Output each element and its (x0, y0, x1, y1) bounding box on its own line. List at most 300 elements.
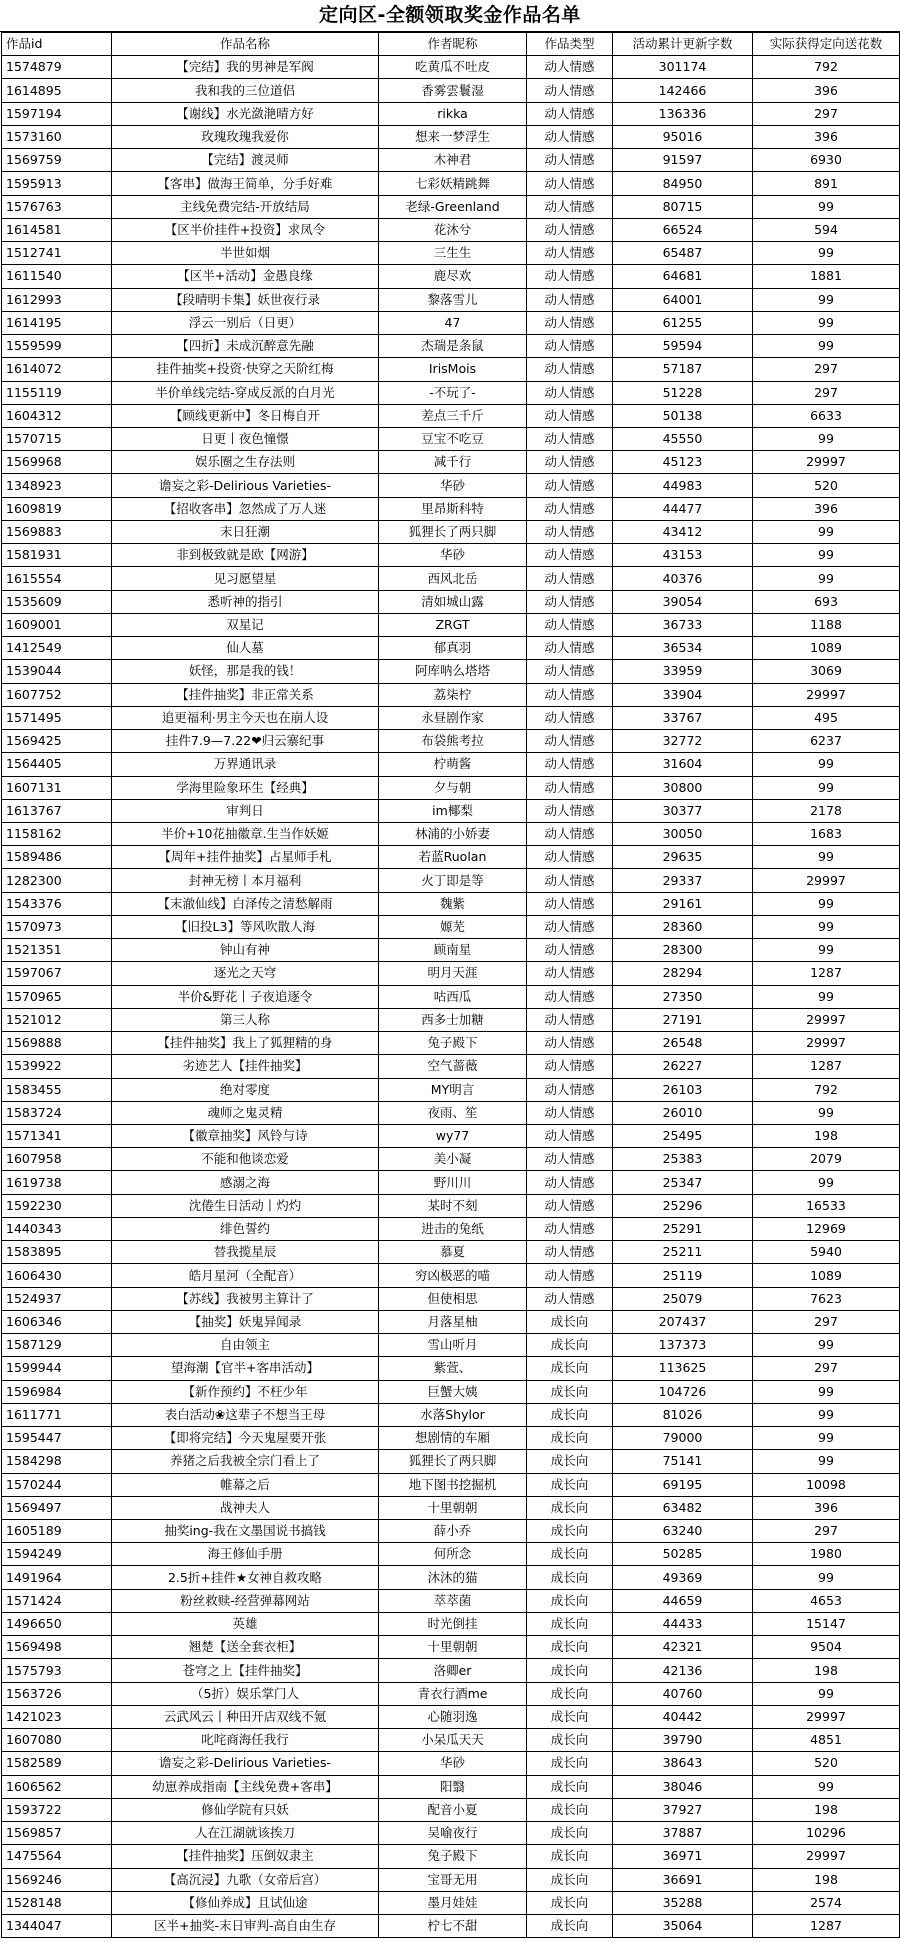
cell-work-name: 翘楚【送全套衣柜】 (112, 1636, 379, 1659)
cell-word-count: 35064 (613, 1914, 753, 1937)
cell-work-id: 1596984 (2, 1380, 112, 1403)
cell-flowers: 99 (753, 1101, 900, 1124)
table-row (2, 846, 900, 869)
cell-author: 鹿尽欢 (379, 265, 527, 288)
cell-author: 阿库呐么塔塔 (379, 660, 527, 683)
cell-work-id: 1570965 (2, 985, 112, 1008)
cell-author: 小呆瓜天天 (379, 1729, 527, 1752)
cell-word-count: 81026 (613, 1403, 753, 1426)
table-row (2, 1705, 900, 1728)
cell-work-type: 成长向 (527, 1334, 613, 1357)
header-work-name: 作品名称 (112, 33, 379, 56)
cell-work-type: 成长向 (527, 1520, 613, 1543)
cell-work-type: 动人情感 (527, 915, 613, 938)
cell-work-name: 末日狂潮 (112, 520, 379, 543)
cell-author: im椰梨 (379, 799, 527, 822)
table-row (2, 730, 900, 753)
cell-author: 魏紫 (379, 892, 527, 915)
table-row (2, 1543, 900, 1566)
cell-word-count: 91597 (613, 149, 753, 172)
cell-work-name: 万界通讯录 (112, 753, 379, 776)
cell-flowers: 2574 (753, 1891, 900, 1914)
cell-word-count: 26227 (613, 1055, 753, 1078)
cell-flowers: 198 (753, 1125, 900, 1148)
header-word-count: 活动累计更新字数 (613, 33, 753, 56)
table-row (2, 79, 900, 102)
cell-author: 郁真羽 (379, 637, 527, 660)
cell-work-id: 1569246 (2, 1868, 112, 1891)
cell-author: 柠七不甜 (379, 1914, 527, 1937)
cell-author: 林浦的小娇妻 (379, 822, 527, 845)
cell-work-name: 浮云一别后（日更） (112, 311, 379, 334)
cell-work-type: 动人情感 (527, 590, 613, 613)
cell-work-id: 1559599 (2, 335, 112, 358)
table-row (2, 1798, 900, 1821)
cell-author: 雪山听月 (379, 1334, 527, 1357)
cell-flowers: 297 (753, 381, 900, 404)
cell-work-type: 动人情感 (527, 706, 613, 729)
cell-word-count: 25211 (613, 1241, 753, 1264)
cell-work-name: 沈倦生日活动丨灼灼 (112, 1194, 379, 1217)
table-row (2, 590, 900, 613)
cell-flowers: 99 (753, 567, 900, 590)
table-row (2, 520, 900, 543)
cell-work-id: 1597067 (2, 962, 112, 985)
cell-work-id: 1571495 (2, 706, 112, 729)
cell-author: 夜雨、笙 (379, 1101, 527, 1124)
cell-work-name: 挂件抽奖+投资·快穿之天阶红梅 (112, 358, 379, 381)
cell-work-type: 动人情感 (527, 567, 613, 590)
cell-work-type: 动人情感 (527, 56, 613, 79)
table-row (2, 962, 900, 985)
cell-author: 地下图书挖掘机 (379, 1473, 527, 1496)
cell-word-count: 51228 (613, 381, 753, 404)
cell-work-type: 动人情感 (527, 381, 613, 404)
cell-author: 空气蔷薇 (379, 1055, 527, 1078)
table-row (2, 939, 900, 962)
cell-flowers: 99 (753, 427, 900, 450)
cell-work-type: 动人情感 (527, 846, 613, 869)
cell-flowers: 15147 (753, 1612, 900, 1635)
table-row (2, 172, 900, 195)
cell-word-count: 75141 (613, 1450, 753, 1473)
cell-work-id: 1282300 (2, 869, 112, 892)
cell-work-type: 成长向 (527, 1775, 613, 1798)
table-row (2, 1589, 900, 1612)
cell-work-name: 【区半+活动】金愚良缘 (112, 265, 379, 288)
cell-work-type: 动人情感 (527, 753, 613, 776)
cell-work-name: （5折）娱乐掌门人 (112, 1682, 379, 1705)
cell-flowers: 693 (753, 590, 900, 613)
table-row (2, 404, 900, 427)
cell-work-name: 【旧投L3】等风吹散人海 (112, 915, 379, 938)
cell-work-type: 动人情感 (527, 1148, 613, 1171)
table-row (2, 335, 900, 358)
cell-author: 狐狸长了两只脚 (379, 520, 527, 543)
cell-work-name: 英雄 (112, 1612, 379, 1635)
cell-word-count: 43412 (613, 520, 753, 543)
cell-work-type: 成长向 (527, 1798, 613, 1821)
cell-author: 三生生 (379, 242, 527, 265)
table-row (2, 660, 900, 683)
cell-work-type: 动人情感 (527, 637, 613, 660)
cell-work-id: 1570973 (2, 915, 112, 938)
cell-flowers: 99 (753, 1334, 900, 1357)
cell-flowers: 3069 (753, 660, 900, 683)
cell-work-id: 1158162 (2, 822, 112, 845)
table-row (2, 637, 900, 660)
cell-word-count: 25119 (613, 1264, 753, 1287)
cell-flowers: 396 (753, 497, 900, 520)
cell-word-count: 26548 (613, 1032, 753, 1055)
cell-work-id: 1521351 (2, 939, 112, 962)
cell-author: 兔子殿下 (379, 1845, 527, 1868)
cell-work-type: 成长向 (527, 1659, 613, 1682)
table-row (2, 613, 900, 636)
cell-work-id: 1569968 (2, 451, 112, 474)
cell-flowers: 1188 (753, 613, 900, 636)
table-row (2, 1403, 900, 1426)
cell-flowers: 891 (753, 172, 900, 195)
table-row (2, 799, 900, 822)
cell-word-count: 64681 (613, 265, 753, 288)
cell-author: 墨月娃娃 (379, 1891, 527, 1914)
cell-author: 薛小乔 (379, 1520, 527, 1543)
cell-work-name: 追更福利·男主今天也在崩人设 (112, 706, 379, 729)
cell-author: 某时不刻 (379, 1194, 527, 1217)
cell-author: 十里朝朝 (379, 1636, 527, 1659)
cell-work-name: 双星记 (112, 613, 379, 636)
cell-work-type: 成长向 (527, 1543, 613, 1566)
table-row (2, 497, 900, 520)
cell-work-type: 动人情感 (527, 311, 613, 334)
cell-word-count: 36691 (613, 1868, 753, 1891)
cell-flowers: 1089 (753, 637, 900, 660)
cell-flowers: 1881 (753, 265, 900, 288)
cell-work-type: 动人情感 (527, 1101, 613, 1124)
cell-flowers: 10296 (753, 1822, 900, 1845)
cell-word-count: 80715 (613, 195, 753, 218)
cell-author: 木神君 (379, 149, 527, 172)
cell-flowers: 99 (753, 288, 900, 311)
cell-word-count: 25347 (613, 1171, 753, 1194)
cell-author: 西风北岳 (379, 567, 527, 590)
cell-flowers: 12969 (753, 1217, 900, 1240)
cell-work-name: 【客串】做海王简单，分手好难 (112, 172, 379, 195)
cell-work-type: 动人情感 (527, 451, 613, 474)
cell-flowers: 495 (753, 706, 900, 729)
cell-word-count: 42321 (613, 1636, 753, 1659)
cell-work-id: 1440343 (2, 1217, 112, 1240)
cell-work-name: 感溺之海 (112, 1171, 379, 1194)
cell-word-count: 49369 (613, 1566, 753, 1589)
cell-work-type: 成长向 (527, 1496, 613, 1519)
cell-work-id: 1594249 (2, 1543, 112, 1566)
cell-work-type: 动人情感 (527, 172, 613, 195)
cell-author: 想剧情的车厢 (379, 1427, 527, 1450)
cell-work-type: 动人情感 (527, 962, 613, 985)
table-row (2, 451, 900, 474)
cell-word-count: 45123 (613, 451, 753, 474)
table-row (2, 1520, 900, 1543)
cell-word-count: 104726 (613, 1380, 753, 1403)
cell-work-name: 主线免费完结-开放结局 (112, 195, 379, 218)
cell-work-name: 云武风云丨种田开店双线不氪 (112, 1705, 379, 1728)
cell-work-type: 动人情感 (527, 822, 613, 845)
cell-author: wy77 (379, 1125, 527, 1148)
table-row (2, 1310, 900, 1333)
cell-work-type: 动人情感 (527, 985, 613, 1008)
cell-work-name: 【完结】我的男神是军阀 (112, 56, 379, 79)
cell-work-type: 成长向 (527, 1566, 613, 1589)
cell-word-count: 27191 (613, 1008, 753, 1031)
cell-author: 咕西瓜 (379, 985, 527, 1008)
cell-flowers: 99 (753, 915, 900, 938)
cell-work-name: 审判日 (112, 799, 379, 822)
cell-work-id: 1512741 (2, 242, 112, 265)
cell-work-type: 动人情感 (527, 799, 613, 822)
cell-work-id: 1606430 (2, 1264, 112, 1287)
cell-work-type: 动人情感 (527, 427, 613, 450)
cell-work-id: 1563726 (2, 1682, 112, 1705)
cell-flowers: 9504 (753, 1636, 900, 1659)
cell-author: 配音小夏 (379, 1798, 527, 1821)
cell-author: 萃萃菌 (379, 1589, 527, 1612)
cell-author: 差点三千斤 (379, 404, 527, 427)
cell-work-name: 悉听神的指引 (112, 590, 379, 613)
cell-author: 花沐兮 (379, 218, 527, 241)
cell-author: 巨蟹大姨 (379, 1380, 527, 1403)
cell-author: 阳翳 (379, 1775, 527, 1798)
cell-word-count: 25495 (613, 1125, 753, 1148)
cell-work-type: 动人情感 (527, 1194, 613, 1217)
cell-work-name: 望海潮【官半+客串活动】 (112, 1357, 379, 1380)
cell-work-id: 1570715 (2, 427, 112, 450)
table-row (2, 1636, 900, 1659)
cell-flowers: 1287 (753, 1055, 900, 1078)
cell-work-name: 逐光之天穹 (112, 962, 379, 985)
cell-flowers: 99 (753, 195, 900, 218)
cell-work-type: 成长向 (527, 1705, 613, 1728)
cell-word-count: 32772 (613, 730, 753, 753)
cell-word-count: 29161 (613, 892, 753, 915)
cell-work-name: 【修仙养成】且试仙途 (112, 1891, 379, 1914)
cell-work-name: 人在江湖就该挨刀 (112, 1822, 379, 1845)
cell-flowers: 99 (753, 1171, 900, 1194)
cell-author: 何所念 (379, 1543, 527, 1566)
table-row (2, 149, 900, 172)
cell-word-count: 57187 (613, 358, 753, 381)
cell-word-count: 30800 (613, 776, 753, 799)
table-row (2, 869, 900, 892)
cell-work-name: 封神无榜丨本月福利 (112, 869, 379, 892)
table-row (2, 102, 900, 125)
cell-author: 香雾雲鬟湿 (379, 79, 527, 102)
cell-work-id: 1607752 (2, 683, 112, 706)
cell-word-count: 45550 (613, 427, 753, 450)
cell-flowers: 99 (753, 985, 900, 1008)
cell-author: MY明言 (379, 1078, 527, 1101)
cell-work-name: 帷幕之后 (112, 1473, 379, 1496)
cell-flowers: 1980 (753, 1543, 900, 1566)
cell-work-name: 养猪之后我被全宗门看上了 (112, 1450, 379, 1473)
cell-flowers: 29997 (753, 451, 900, 474)
cell-author: 华砂 (379, 474, 527, 497)
cell-work-id: 1606346 (2, 1310, 112, 1333)
cell-work-type: 动人情感 (527, 776, 613, 799)
cell-flowers: 6633 (753, 404, 900, 427)
cell-flowers: 792 (753, 1078, 900, 1101)
cell-author: 西多士加糖 (379, 1008, 527, 1031)
cell-work-name: 挂件7.9—7.22❤归云寨纪事 (112, 730, 379, 753)
cell-author: 黎落雪儿 (379, 288, 527, 311)
cell-work-type: 成长向 (527, 1357, 613, 1380)
cell-author: 减千行 (379, 451, 527, 474)
cell-work-type: 动人情感 (527, 125, 613, 148)
cell-word-count: 31604 (613, 753, 753, 776)
cell-author: 顾南星 (379, 939, 527, 962)
table-row (2, 1264, 900, 1287)
cell-flowers: 99 (753, 335, 900, 358)
cell-word-count: 28360 (613, 915, 753, 938)
cell-work-name: 皓月星河（全配音） (112, 1264, 379, 1287)
cell-work-id: 1521012 (2, 1008, 112, 1031)
cell-word-count: 44659 (613, 1589, 753, 1612)
cell-work-id: 1348923 (2, 474, 112, 497)
cell-work-name: 【周年+挂件抽奖】占星师手札 (112, 846, 379, 869)
cell-work-name: 【区半价挂件+投资】求凤令 (112, 218, 379, 241)
cell-work-id: 1595447 (2, 1427, 112, 1450)
cell-work-name: 仙人墓 (112, 637, 379, 660)
cell-word-count: 28294 (613, 962, 753, 985)
cell-flowers: 99 (753, 1450, 900, 1473)
table-row (2, 1078, 900, 1101)
cell-word-count: 39054 (613, 590, 753, 613)
cell-work-name: 非到极致就是欧【网游】 (112, 544, 379, 567)
cell-flowers: 29997 (753, 869, 900, 892)
cell-flowers: 1287 (753, 962, 900, 985)
cell-word-count: 40442 (613, 1705, 753, 1728)
cell-work-id: 1614072 (2, 358, 112, 381)
cell-word-count: 33959 (613, 660, 753, 683)
cell-flowers: 99 (753, 753, 900, 776)
cell-word-count: 44433 (613, 1612, 753, 1635)
cell-author: 柠萌酱 (379, 753, 527, 776)
table-row (2, 1729, 900, 1752)
cell-author: 清如城山露 (379, 590, 527, 613)
cell-work-id: 1569883 (2, 520, 112, 543)
cell-flowers: 792 (753, 56, 900, 79)
cell-work-name: 【新作预约】不枉少年 (112, 1380, 379, 1403)
cell-flowers: 594 (753, 218, 900, 241)
table-row (2, 915, 900, 938)
cell-flowers: 99 (753, 544, 900, 567)
cell-work-type: 成长向 (527, 1822, 613, 1845)
cell-author: 47 (379, 311, 527, 334)
table-row (2, 544, 900, 567)
cell-work-name: 半世如烟 (112, 242, 379, 265)
cell-flowers: 198 (753, 1798, 900, 1821)
cell-flowers: 198 (753, 1868, 900, 1891)
cell-work-name: 【完结】渡灵师 (112, 149, 379, 172)
cell-work-name: 修仙学院有只妖 (112, 1798, 379, 1821)
cell-author: 想来一梦浮生 (379, 125, 527, 148)
cell-word-count: 35288 (613, 1891, 753, 1914)
cell-author: IrisMois (379, 358, 527, 381)
cell-work-type: 动人情感 (527, 265, 613, 288)
cell-flowers: 99 (753, 1380, 900, 1403)
cell-work-name: 区半+抽奖-末日审判-高自由生存 (112, 1914, 379, 1937)
table-row (2, 776, 900, 799)
cell-work-type: 动人情感 (527, 544, 613, 567)
cell-work-id: 1604312 (2, 404, 112, 427)
cell-work-id: 1615554 (2, 567, 112, 590)
cell-work-id: 1496650 (2, 1612, 112, 1635)
table-row (2, 1845, 900, 1868)
cell-work-type: 成长向 (527, 1427, 613, 1450)
table-row (2, 822, 900, 845)
cell-work-name: 【顾线更新中】冬日梅自开 (112, 404, 379, 427)
cell-word-count: 69195 (613, 1473, 753, 1496)
cell-work-type: 成长向 (527, 1310, 613, 1333)
table-row (2, 1775, 900, 1798)
cell-work-type: 动人情感 (527, 474, 613, 497)
table-row (2, 1682, 900, 1705)
cell-work-name: 苍穹之上【挂件抽奖】 (112, 1659, 379, 1682)
cell-word-count: 33767 (613, 706, 753, 729)
cell-work-id: 1543376 (2, 892, 112, 915)
cell-author: 老绿-Greenland (379, 195, 527, 218)
cell-flowers: 520 (753, 474, 900, 497)
cell-flowers: 2178 (753, 799, 900, 822)
table-row (2, 1125, 900, 1148)
cell-flowers: 7623 (753, 1287, 900, 1310)
cell-work-type: 动人情感 (527, 1125, 613, 1148)
cell-work-id: 1606562 (2, 1775, 112, 1798)
cell-flowers: 297 (753, 1357, 900, 1380)
cell-work-name: 第三人称 (112, 1008, 379, 1031)
cell-work-name: 【末澈仙线】白泽传之清愁解雨 (112, 892, 379, 915)
cell-work-name: 2.5折+挂件★女神自救攻略 (112, 1566, 379, 1589)
cell-word-count: 59594 (613, 335, 753, 358)
cell-flowers: 1089 (753, 1264, 900, 1287)
table-row (2, 683, 900, 706)
cell-work-name: 见习愿望星 (112, 567, 379, 590)
cell-author: 吴喻夜行 (379, 1822, 527, 1845)
cell-work-name: 劣迹艺人【挂件抽奖】 (112, 1055, 379, 1078)
cell-work-id: 1583724 (2, 1101, 112, 1124)
cell-work-type: 成长向 (527, 1403, 613, 1426)
table-row (2, 1032, 900, 1055)
cell-work-id: 1599944 (2, 1357, 112, 1380)
cell-word-count: 30377 (613, 799, 753, 822)
cell-word-count: 39790 (613, 1729, 753, 1752)
cell-word-count: 142466 (613, 79, 753, 102)
cell-flowers: 2079 (753, 1148, 900, 1171)
table-row (2, 1822, 900, 1845)
table-row (2, 1659, 900, 1682)
cell-word-count: 50285 (613, 1543, 753, 1566)
cell-work-id: 1605189 (2, 1520, 112, 1543)
cell-work-type: 动人情感 (527, 1241, 613, 1264)
cell-work-id: 1583455 (2, 1078, 112, 1101)
cell-word-count: 66524 (613, 218, 753, 241)
table-row (2, 753, 900, 776)
cell-work-name: 魂师之鬼灵精 (112, 1101, 379, 1124)
cell-work-name: 谵妄之彩-Delirious Varieties- (112, 1752, 379, 1775)
cell-work-name: 学海里险象环生【经典】 (112, 776, 379, 799)
cell-work-id: 1597194 (2, 102, 112, 125)
